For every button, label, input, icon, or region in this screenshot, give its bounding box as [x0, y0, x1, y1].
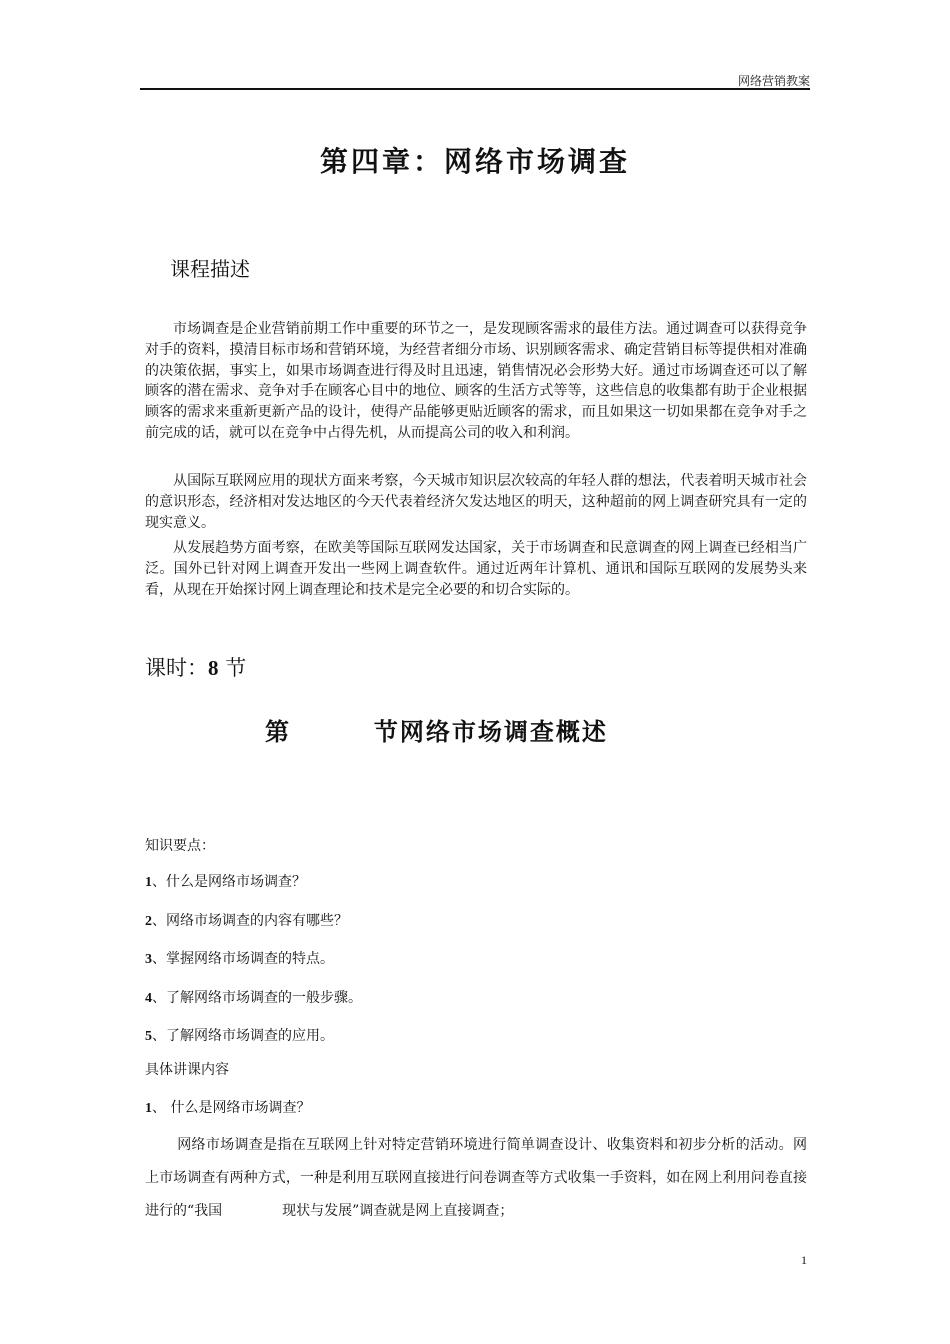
class-hours-value: 8 — [208, 656, 219, 680]
section-title — [265, 712, 608, 747]
list-item — [145, 949, 362, 988]
description-paragraph: 从国际互联网应用的现状方面来考察，今天城市知识层次较高的年轻人群的想法，代表着明天城市社会的意识形态，经济相对发达地区的今天代表着经济欠发达地区的明天，这种超前的网上调查研究具有一定的现实意义。 — [145, 473, 807, 531]
running-header: 网络营销教案 — [737, 74, 810, 88]
list-item — [145, 911, 362, 950]
header-rule — [140, 88, 810, 90]
body-paragraph — [145, 1129, 807, 1228]
course-description-heading: 课程描述 — [170, 257, 250, 281]
body-text-part1: 网络市场调查是指在互联网上针对特定营销环境进行简单调查设计、收集资料和初步分析的活动。网上市场调查有两种方式，一种是利用互联网直接进行问卷调查等方式收集一手资料，如在网上利用问卷直接进行的“我国 — [145, 1137, 807, 1219]
question-text: 、 什么是网络市场调查？ — [152, 1100, 311, 1116]
section-title-main: 节网络市场调查概述 — [373, 718, 608, 746]
item-text: 、了解网络市场调查的一般步骤。 — [152, 989, 362, 1006]
item-number: 4 — [145, 990, 152, 1006]
list-item — [145, 988, 362, 1027]
knowledge-points-label: 知识要点： — [145, 838, 215, 854]
body-text-part2: 现状与发展”调查就是网上直接调查； — [282, 1203, 514, 1219]
section-title-prefix: 第 — [265, 718, 291, 746]
list-item — [145, 872, 362, 911]
class-hours-label: 课时： — [145, 656, 208, 680]
item-number: 3 — [145, 952, 152, 967]
item-text: 、什么是网络市场调查？ — [152, 874, 306, 890]
description-paragraph: 从发展趋势方面考察，在欧美等国际互联网发达国家，关于市场调查和民意调查的网上调查已经相当广泛。国外已针对网上调查开发出一些网上调查软件。通过近两年计算机、通讯和国际互联网的发展势头来看，从现在开始探讨网上调查理论和技术是完全必要的和切合实际的。 — [145, 540, 807, 598]
question-heading — [145, 1097, 310, 1117]
item-number: 2 — [145, 913, 152, 929]
class-hours-unit: 节 — [225, 656, 247, 680]
question-number: 1 — [145, 1101, 152, 1116]
page-number: 1 — [801, 1253, 807, 1267]
item-number: 5 — [145, 1029, 152, 1044]
class-hours — [145, 652, 246, 682]
chapter-title: 第四章：网络市场调查 — [319, 145, 630, 178]
item-text: 、掌握网络市场调查的特点。 — [152, 951, 334, 967]
item-text: 、网络市场调查的内容有哪些？ — [152, 912, 348, 929]
item-text: 、了解网络市场调查的应用。 — [152, 1028, 334, 1044]
item-number: 1 — [145, 875, 152, 890]
description-paragraph: 市场调查是企业营销前期工作中重要的环节之一，是发现顾客需求的最佳方法。通过调查可以获得竞争对手的资料，摸清目标市场和营销环境，为经营者细分市场、识别顾客需求、确定营销目标等提供相对准确的决策依据，事实上，如果市场调查进行得及时且迅速，销售情况必会形势大好。通过市场调查还可以了解顾客的潜在需求、竞争对手在顾客心目中的地位、顾客的生活方式等等，这些信息的收集都有助于企业根据顾客的需求来重新更新产品的设计，使得产品能够更贴近顾客的需求，而且如果这一切如果都在竞争对手之前完成的话，就可以在竞争中占得先机，从而提高公司的收入和利润。 — [145, 321, 807, 441]
knowledge-points-list — [145, 872, 362, 1065]
detail-label: 具体讲课内容 — [145, 1062, 229, 1078]
